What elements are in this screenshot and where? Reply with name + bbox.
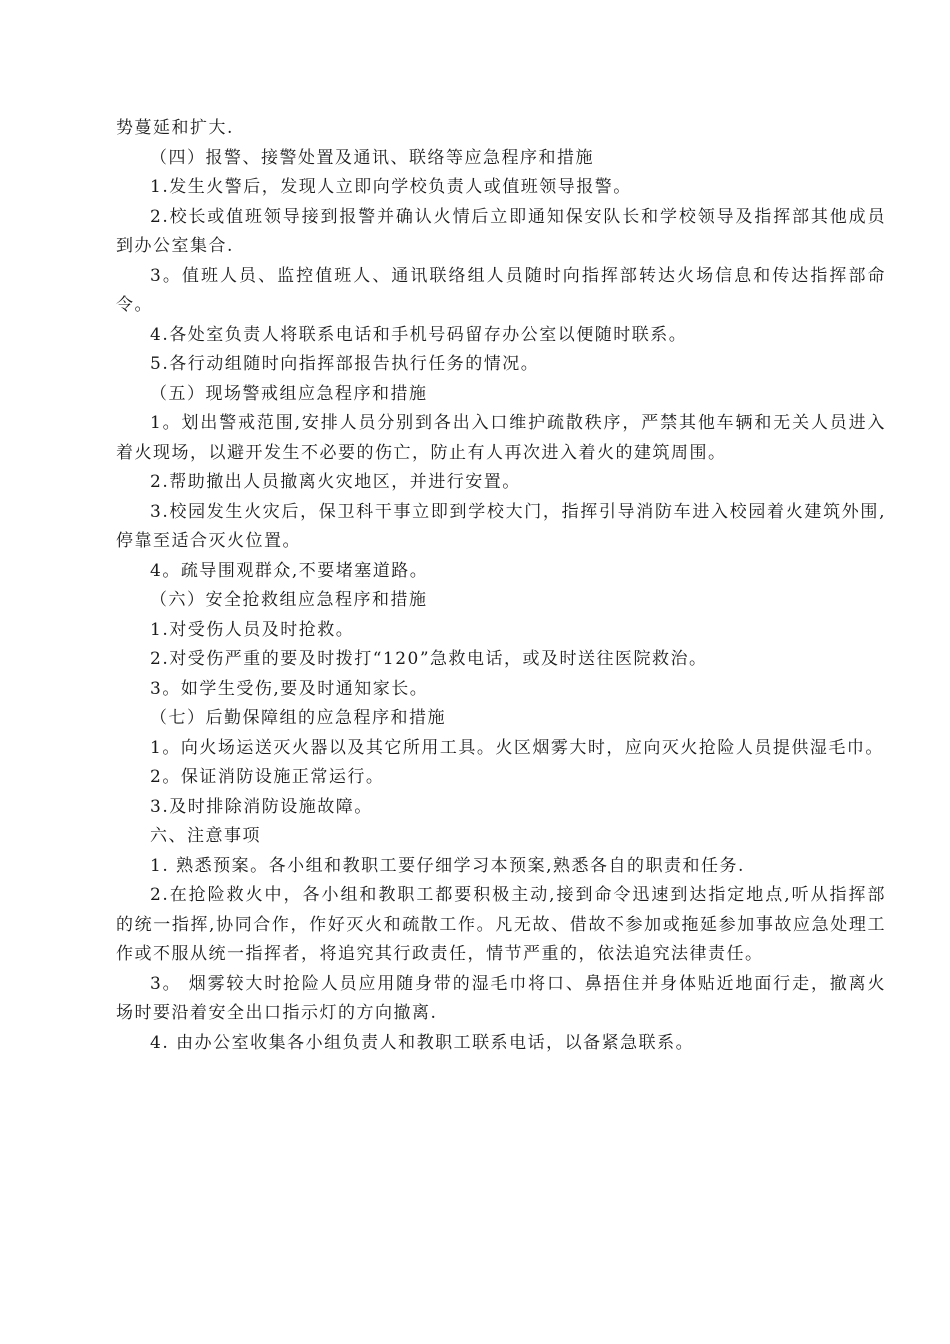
paragraph: 1. 熟悉预案。各小组和教职工要仔细学习本预案,熟悉各自的职责和任务.: [150, 855, 745, 876]
paragraph: 3。 烟雾较大时抢险人员应用随身带的湿毛巾将口、鼻捂住并身体贴近地面行走，撤离火场时要沿着安全出口指示灯的方向撤离.: [116, 973, 886, 1023]
paragraph: 势蔓延和扩大.: [116, 118, 234, 138]
section-heading: （四）报警、接警处置及通讯、联络等应急程序和措施: [150, 147, 594, 168]
paragraph: 1.对受伤人员及时抢救。: [150, 619, 355, 640]
paragraph: 4。疏导围观群众,不要堵塞道路。: [150, 560, 429, 581]
paragraph: 2.校长或值班领导接到报警并确认火情后立即通知保安队长和学校领导及指挥部其他成员到办公室集合.: [116, 206, 886, 256]
section-heading: 六、注意事项: [150, 826, 261, 846]
paragraph: 2.帮助撤出人员撤离火灾地区，并进行安置。: [150, 472, 521, 492]
paragraph: 1.发生火警后，发现人立即向学校负责人或值班领导报警。: [150, 177, 632, 197]
section-heading: （七）后勤保障组的应急程序和措施: [150, 708, 446, 728]
section-heading: （五）现场警戒组应急程序和措施: [150, 383, 428, 404]
paragraph: 3。值班人员、监控值班人、通讯联络组人员随时向指挥部转达火场信息和传达指挥部命令。: [116, 265, 886, 315]
paragraph: 3.及时排除消防设施故障。: [150, 796, 373, 817]
paragraph: 2.对受伤严重的要及时拨打“120”急救电话，或及时送往医院救治。: [150, 649, 708, 669]
paragraph: 4.各处室负责人将联系电话和手机号码留存办公室以便随时联系。: [150, 324, 688, 345]
paragraph: 4. 由办公室收集各小组负责人和教职工联系电话，以备紧急联系。: [150, 1032, 695, 1053]
paragraph: 3.校园发生火灾后，保卫科干事立即到学校大门，指挥引导消防车进入校园着火建筑外围,停靠至适合灭火位置。: [116, 501, 886, 551]
paragraph: 2.在抢险救火中，各小组和教职工都要积极主动,接到命令迅速到达指定地点,听从指挥部的统一指挥,协同合作，作好灭火和疏散工作。凡无故、借故不参加或拖延参加事故应急处理工作或不服从统一指挥者，将追究其行政责任，情节严重的，依法追究法律责任。: [116, 885, 886, 964]
paragraph: 5.各行动组随时向指挥部报告执行任务的情况。: [150, 354, 540, 374]
paragraph: 2。保证消防设施正常运行。: [150, 767, 385, 787]
document-body: [116, 114, 886, 1058]
section-heading: （六）安全抢救组应急程序和措施: [150, 590, 428, 610]
paragraph: 1。划出警戒范围,安排人员分别到各出入口维护疏散秩序，严禁其他车辆和无关人员进入着火现场，以避开发生不必要的伤亡，防止有人再次进入着火的建筑周围。: [116, 413, 886, 463]
paragraph: 3。如学生受伤,要及时通知家长。: [150, 678, 429, 699]
paragraph: 1。向火场运送灭火器以及其它所用工具。火区烟雾大时，应向灭火抢险人员提供湿毛巾。: [150, 737, 884, 758]
